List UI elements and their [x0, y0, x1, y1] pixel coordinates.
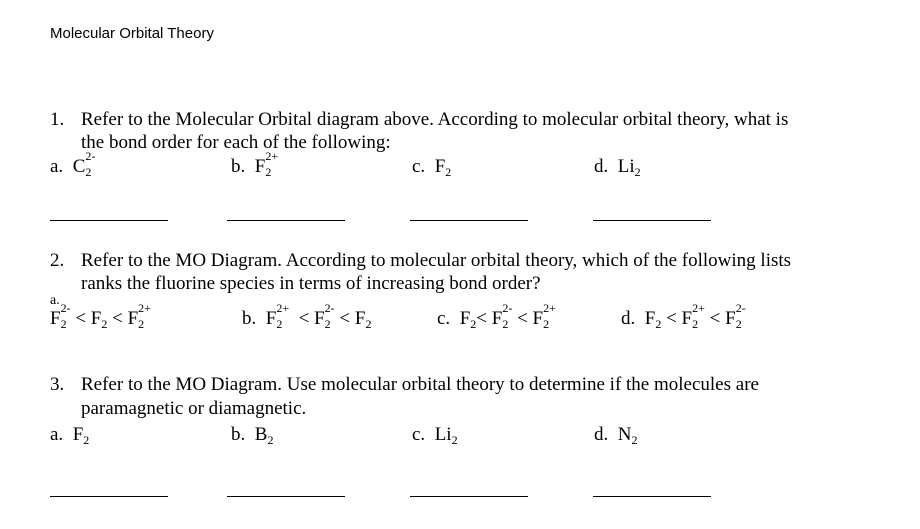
q2-option-b: b. F 2+ 2 < F 2- 2 < F 2	[242, 301, 372, 331]
formula-base: N	[617, 424, 632, 445]
q3-option-c	[412, 424, 458, 446]
answer-blank-1b[interactable]	[227, 220, 345, 221]
q2-option-c: c. F 2 < F 2- 2 < F 2+ 2	[437, 301, 556, 331]
formula-scripts	[445, 156, 451, 178]
question-1-line-1: Refer to the Molecular Orbital diagram above. According to molecular orbital theory, what is	[81, 109, 789, 130]
formula-base: C	[72, 156, 86, 177]
formula-base: F	[72, 424, 84, 445]
formula-subscript: 2	[85, 165, 92, 179]
option-letter: c.	[437, 308, 451, 329]
option-letter: b.	[231, 424, 246, 445]
option-letter: b.	[231, 156, 246, 177]
option-letter: b.	[242, 308, 257, 329]
answer-blank-1c[interactable]	[410, 220, 528, 221]
formula-superscript: 2+	[265, 149, 279, 163]
question-2-number: 2.	[50, 250, 65, 271]
q1-option-a	[50, 149, 96, 179]
question-3-line-2: paramagnetic or diamagnetic.	[81, 398, 307, 419]
formula-base: F	[254, 156, 266, 177]
q1-option-c	[412, 156, 451, 178]
q2-option-d: d. F 2 < F 2+ 2 < F 2- 2	[621, 301, 746, 331]
question-3-number: 3.	[50, 374, 65, 395]
question-2-line-1: Refer to the MO Diagram. According to molecular orbital theory, which of the following lists	[81, 250, 792, 271]
formula-subscript: 2	[265, 165, 272, 179]
q2-option-a-letter: a.	[50, 293, 60, 308]
question-3-line-1: Refer to the MO Diagram. Use molecular orbital theory to determine if the molecules are	[81, 374, 759, 395]
document-heading: Molecular Orbital Theory	[50, 25, 214, 42]
q3-option-d	[594, 424, 637, 446]
formula-subscript: 2	[83, 433, 90, 447]
formula-base: B	[254, 424, 268, 445]
answer-blank-3b[interactable]	[227, 496, 345, 497]
formula-base: F	[434, 156, 446, 177]
formula-base: Li	[617, 156, 635, 177]
answer-blank-1d[interactable]	[593, 220, 711, 221]
formula-superscript: 2-	[85, 149, 96, 163]
formula-scripts	[265, 149, 279, 179]
q3-option-b	[231, 424, 273, 446]
formula-scripts	[85, 149, 96, 179]
q2-option-a: F 2- 2 < F 2 < F 2+ 2	[50, 301, 151, 331]
formula-subscript: 2	[634, 165, 641, 179]
option-letter: a.	[50, 424, 64, 445]
q1-option-b	[231, 149, 279, 179]
option-letter: d.	[594, 424, 609, 445]
formula-scripts	[635, 156, 641, 178]
formula-subscript: 2	[445, 165, 452, 179]
formula-base: Li	[434, 424, 452, 445]
question-2-line-2: ranks the fluorine species in terms of increasing bond order?	[81, 273, 541, 294]
option-letter: d.	[621, 308, 636, 329]
formula-subscript: 2	[451, 433, 458, 447]
option-letter: a.	[50, 156, 64, 177]
answer-blank-3d[interactable]	[593, 496, 711, 497]
q1-option-d	[594, 156, 641, 178]
question-1-line-2: the bond order for each of the following:	[81, 132, 391, 153]
option-letter: c.	[412, 424, 426, 445]
question-1-number: 1.	[50, 109, 65, 130]
formula-subscript: 2	[631, 433, 638, 447]
q3-option-a	[50, 424, 89, 446]
answer-blank-3a[interactable]	[50, 496, 168, 497]
option-letter: c.	[412, 156, 426, 177]
answer-blank-1a[interactable]	[50, 220, 168, 221]
formula-subscript: 2	[267, 433, 274, 447]
option-letter: d.	[594, 156, 609, 177]
answer-blank-3c[interactable]	[410, 496, 528, 497]
